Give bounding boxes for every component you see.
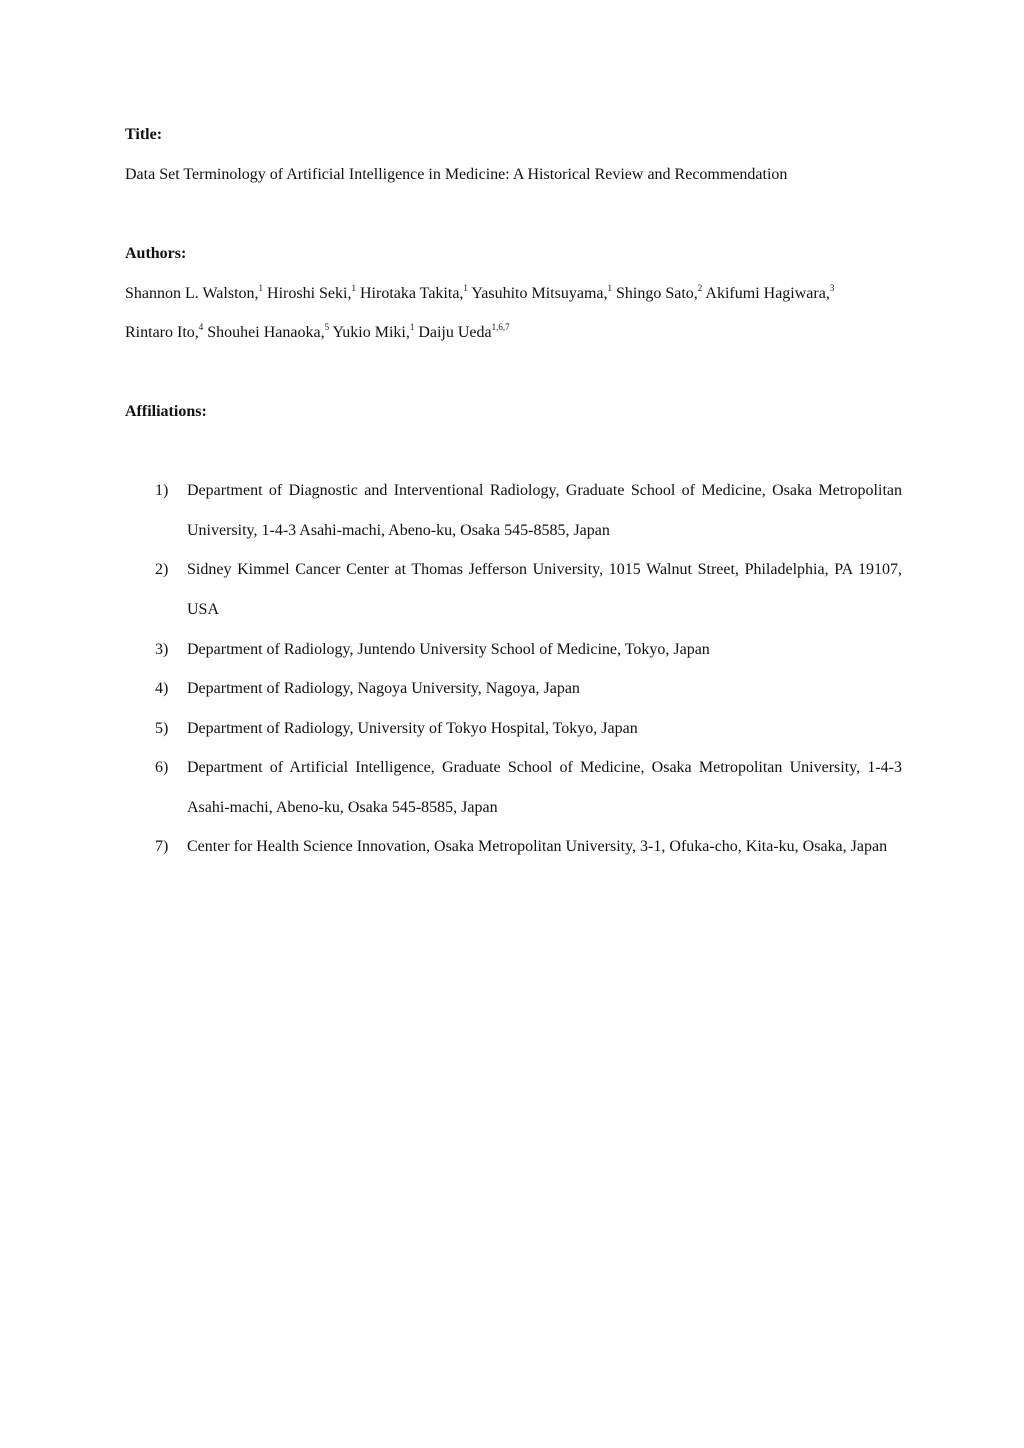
authors-heading: Authors: <box>125 245 187 262</box>
author-name: Daiju Ueda <box>418 324 492 341</box>
authors-line-1 <box>125 284 902 304</box>
author-affiliation-marker: 1 <box>607 282 612 293</box>
author-name: Shouhei Hanaoka, <box>207 324 325 341</box>
affiliation-number: 1) <box>155 482 169 499</box>
author-name: Shannon L. Walston, <box>125 285 259 302</box>
author-name: Akifumi Hagiwara, <box>705 285 830 302</box>
affiliation-item-3 <box>155 630 902 670</box>
affiliation-text: Department of Radiology, University of Tokyo Hospital, Tokyo, Japan <box>187 720 638 737</box>
author-affiliation-marker: 1 <box>409 321 415 332</box>
author-name: Yukio Miki, <box>332 324 410 341</box>
author-affiliation-marker: 1 <box>351 282 356 293</box>
affiliation-text: Center for Health Science Innovation, Osaka Metropolitan University, 3-1, Ofuka-cho, Kita-ku, Osaka, Japan <box>187 838 888 855</box>
affiliation-item-6 <box>155 748 902 827</box>
author-affiliation-marker: 1,6,7 <box>491 321 510 332</box>
affiliation-item-2 <box>155 550 902 629</box>
affiliation-number: 7) <box>155 838 169 855</box>
author-affiliation-marker: 5 <box>324 321 330 332</box>
title-heading: Title: <box>125 126 163 143</box>
affiliations-heading: Affiliations: <box>125 403 207 420</box>
affiliation-number: 3) <box>155 641 169 658</box>
affiliation-number: 4) <box>155 680 169 697</box>
author-affiliation-marker: 2 <box>697 282 703 293</box>
affiliation-text: Department of Diagnostic and Interventional Radiology, Graduate School of Medicine, Osaka Metropolitan University, 1-4-3 Asahi-machi, Abeno-ku, Osaka 545-8585, Japan <box>187 482 902 539</box>
affiliation-number: 6) <box>155 759 169 776</box>
affiliation-item-5 <box>155 709 902 749</box>
authors-line-2 <box>125 323 902 343</box>
affiliation-text: Sidney Kimmel Cancer Center at Thomas Jefferson University, 1015 Walnut Street, Philadelphia, PA 19107, USA <box>187 561 902 618</box>
affiliation-item-1 <box>155 471 902 550</box>
author-affiliation-marker: 3 <box>829 282 835 293</box>
author-name: Hiroshi Seki, <box>267 285 352 302</box>
author-name: Shingo Sato, <box>616 285 698 302</box>
author-affiliation-marker: 4 <box>198 321 204 332</box>
affiliation-number: 2) <box>155 561 169 578</box>
affiliation-item-4 <box>155 669 902 709</box>
affiliation-item-7 <box>155 827 902 867</box>
affiliation-text: Department of Radiology, Juntendo University School of Medicine, Tokyo, Japan <box>187 641 710 658</box>
author-affiliation-marker: 1 <box>463 282 468 293</box>
author-name: Yasuhito Mitsuyama, <box>471 285 608 302</box>
author-name: Rintaro Ito, <box>125 324 199 341</box>
author-name: Hirotaka Takita, <box>359 285 464 302</box>
paper-title: Data Set Terminology of Artificial Intelligence in Medicine: A Historical Review and Recommendation <box>125 166 788 183</box>
affiliation-text: Department of Artificial Intelligence, Graduate School of Medicine, Osaka Metropolitan University, 1-4-3 Asahi-machi, Abeno-ku, Osaka 545-8585, Japan <box>187 759 902 816</box>
affiliation-number: 5) <box>155 720 169 737</box>
affiliation-text: Department of Radiology, Nagoya University, Nagoya, Japan <box>187 680 580 697</box>
author-affiliation-marker: 1 <box>258 282 264 293</box>
